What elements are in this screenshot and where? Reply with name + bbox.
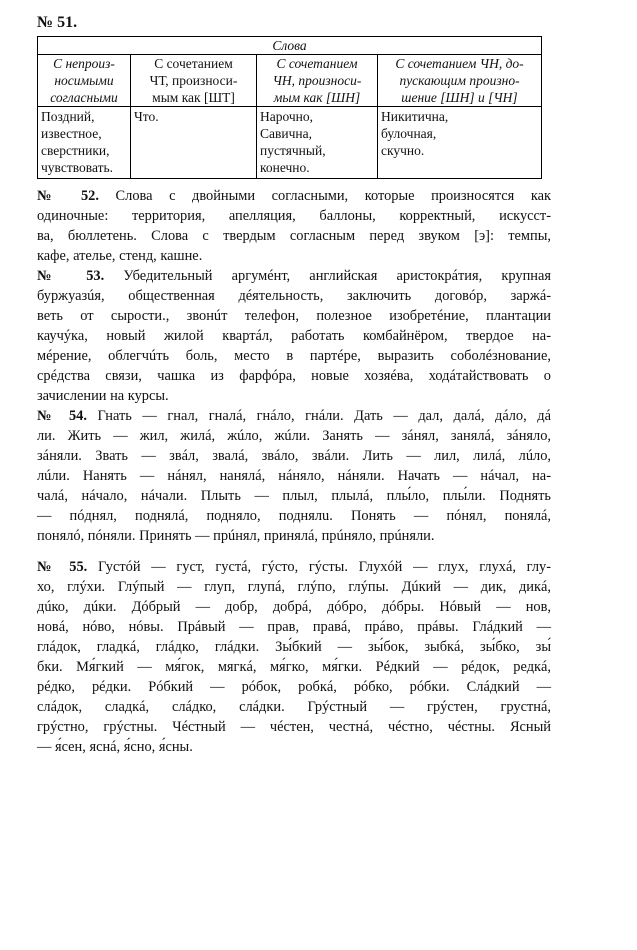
text-line: слáдок, сладкá, слáдко, слáдки. Грýстный — грýстен, грустнá, <box>37 699 551 715</box>
table-cell-chn-both-words: Никитична, булочная, скучно. <box>378 107 542 179</box>
exercise-53 <box>37 266 551 406</box>
text-line: № 55. Густóй — густ, густá, гýсто, гýсты. Глухóй — глух, глухá, глу- <box>37 559 551 575</box>
exercise-number: № 54. <box>37 408 87 424</box>
header-cell-cht-as-sht: С сочетанием ЧТ, произноси- мым как [ШТ] <box>131 55 257 107</box>
text-line: дúко, дúки. Дóбрый — добр, добрá, дóбро, дóбры. Нóвый — нов, <box>37 599 551 615</box>
exercise-number: № 52. <box>37 188 99 204</box>
text-line: новá, нóво, нóвы. Прáвый — прав, правá, прáво, прáвы. Глáдкий — <box>37 619 551 635</box>
text-line: ва, бюллетень. Слова с твердым согласным перед звуком [э]: темпы, <box>37 228 551 244</box>
header-cell-chn-both: С сочетанием ЧН, до- пускающим произно- шение [ШН] и [ЧН] <box>378 55 542 107</box>
text-line: срéдства связи, чашка из фарфóра, новые хозяéва, ходáтайствовать о <box>37 368 551 384</box>
ex51-table <box>37 36 542 179</box>
table-cell-silent-words: Поздний, известное, сверстники, чувствовать. <box>38 107 131 179</box>
text-line: одиночные: территория, апелляция, баллоны, корректный, искусст- <box>37 208 551 224</box>
text-line: № 53. Убедительный аргумéнт, английская аристокрáтия, крупная <box>37 268 551 284</box>
table-cell-cht-words: Что. <box>131 107 257 179</box>
text-line: № 54. Гнать — гнал, гналá, гнáло, гнáли. Дать — дал, далá, дáло, дá <box>37 408 551 424</box>
exercise-55 <box>37 557 551 757</box>
text-line: понялó, пóняли. Принять — прúнял, принялá, прúняло, прúняли. <box>37 528 435 544</box>
text-line: хо, глýхи. Глýпый — глуп, глупá, глýпо, глýпы. Дúкий — дик, дикá, <box>37 579 551 595</box>
text-line: грýстно, грýстны. Чéстный — чéстен, честнá, чéстно, чéстны. Ясный <box>37 719 551 735</box>
text-line: ли. Жить — жил, жилá, жúло, жúли. Занять — зáнял, занялá, зáняло, <box>37 428 551 444</box>
text-line: зачислении на курсы. <box>37 388 169 404</box>
text-line: зáняли. Звать — звáл, звалá, звáло, звáли. Лить — лил, лилá, лúло, <box>37 448 551 464</box>
exercise-52 <box>37 186 551 266</box>
text-line: мéрение, облегчúть боль, место в партéре, выразить соболéзнование, <box>37 348 551 364</box>
header-cell-silent-consonants: С непроиз- носимыми согласными <box>38 55 131 107</box>
text-line: рéдко, рéдки. Рóбкий — рóбок, робкá, рóбко, рóбки. Слáдкий — <box>37 679 551 695</box>
text-line: веть от сырости., звонúт телефон, полезное изобретéние, плантации <box>37 308 551 324</box>
table-caption: Слова <box>38 37 542 55</box>
text-line: — я́сен, яснá, я́сно, я́сны. <box>37 739 193 755</box>
text-line: буржуазúя, общественная дéятельность, заключить договóр, заржá- <box>37 288 551 304</box>
text-line: глáдок, гладкá, глáдко, глáдки. Зы́бкий — зы́бок, зыбкá, зы́бко, зы́ <box>37 639 551 655</box>
exercise-54 <box>37 406 551 546</box>
text-line: бки. Мя́гкий — мя́гок, мягкá, мя́гко, мя́гки. Рéдкий — рéдок, редкá, <box>37 659 551 675</box>
text-line: — пóднял, поднялá, поднялo, поднялu. Понять — пóнял, понялá, <box>37 508 551 524</box>
header-cell-chn-as-shn: С сочетанием ЧН, произноси- мым как [ШН] <box>257 55 378 107</box>
ex51-title: № 51. <box>37 14 78 31</box>
table-cell-chn-shn-words: Нарочно, Савична, пустячный, конечно. <box>257 107 378 179</box>
text-line: каучýка, новый жилой квартáл, работать комбайнёром, твердое на- <box>37 328 551 344</box>
text-line: № 52. Слова с двойными согласными, которые произносятся как <box>37 188 552 204</box>
exercise-number: № 53. <box>37 268 105 284</box>
text-line: лúли. Нанять — нáнял, нанялá, нáняло, нáняли. Начать — нáчал, на- <box>37 468 551 484</box>
exercise-number: № 55. <box>37 559 88 575</box>
text-line: кафе, ателье, стенд, кашне. <box>37 248 203 264</box>
text-line: чалá, нáчало, нáчали. Плыть — плыл, плылá, плы́ло, плы́ли. Поднять <box>37 488 551 504</box>
